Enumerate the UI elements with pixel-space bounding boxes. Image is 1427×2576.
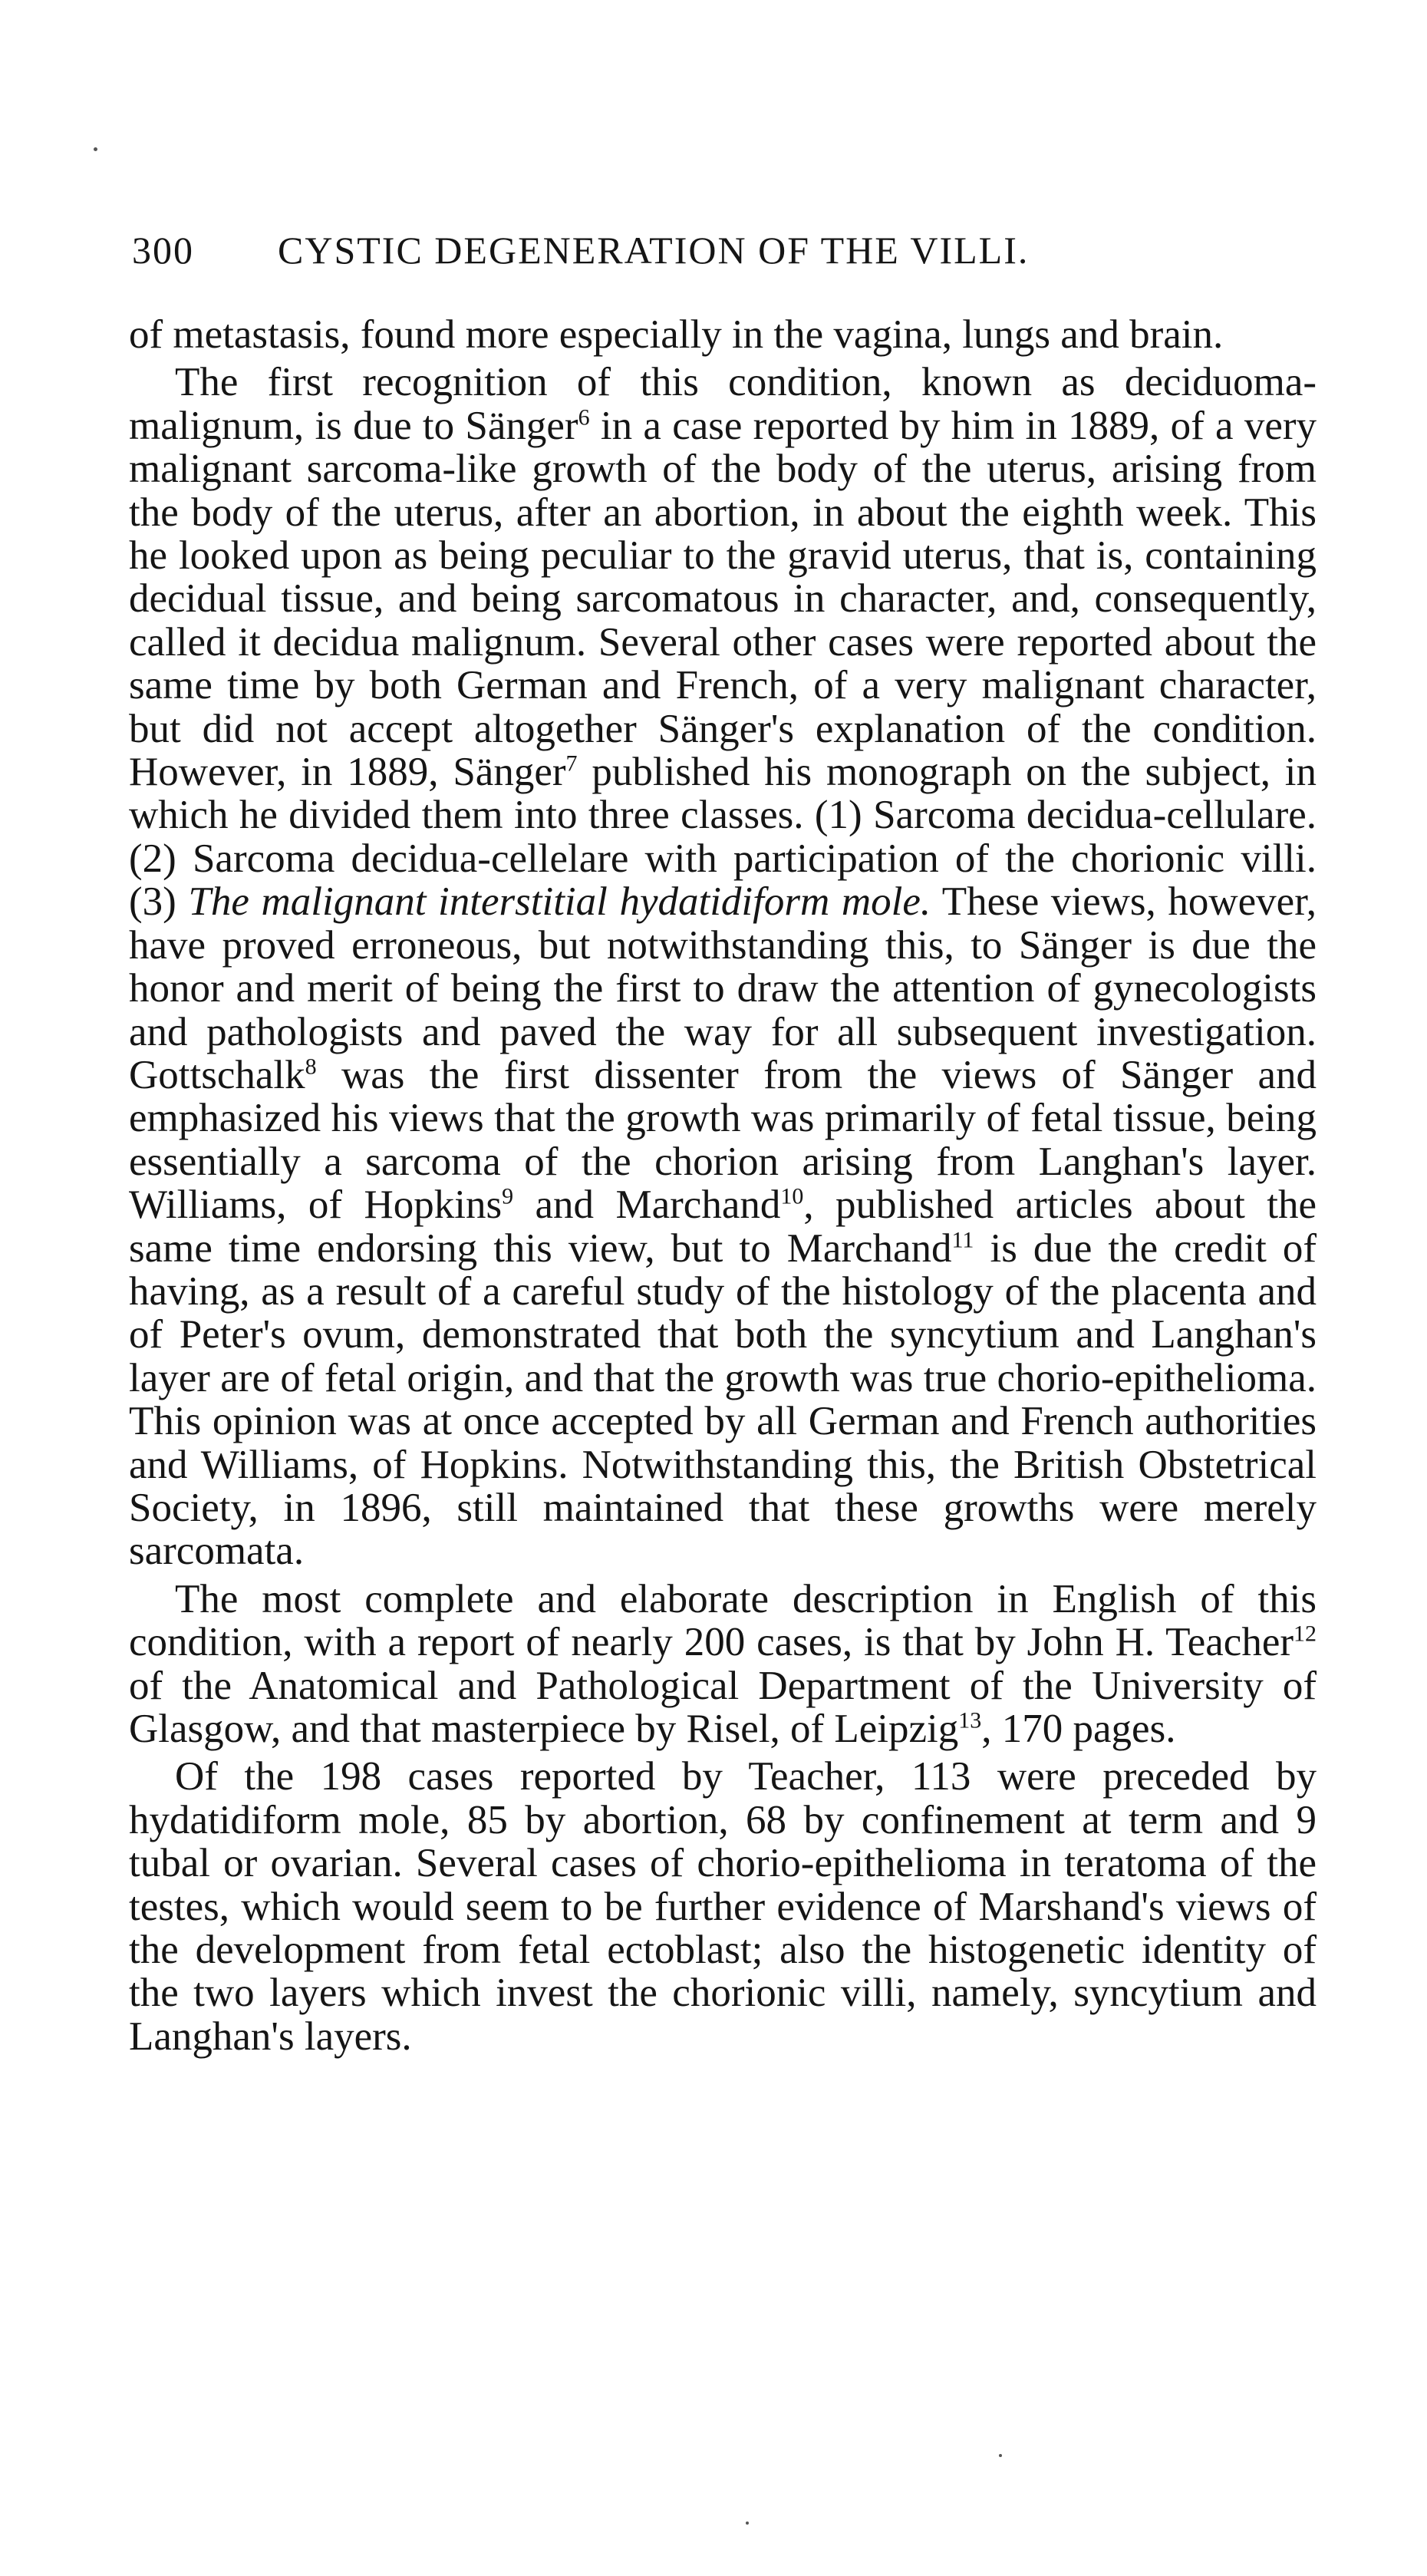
paragraph-4 bbox=[129, 1755, 1317, 2058]
paragraph-3-text-a: The most complete and elaborate description in English of this condition, with a report of nearly 200 cases, is that by John H. Teacher bbox=[129, 1576, 1317, 1665]
paragraph-3-text-b: of the Anatomical and Pathological Department of the University of Glasgow, and that masterpiece by Risel, of Leipzig bbox=[129, 1663, 1317, 1751]
footnote-marker: 9 bbox=[502, 1183, 514, 1209]
paragraph-2-text-d: These views, however, have proved erroneous, but notwithstanding this, to Sänger is due the honor and merit of being the first to draw the attention of gynecologists and pathologists and paved the way for all subsequent investigation. Gottschalk bbox=[129, 879, 1317, 1097]
scan-speck-top bbox=[94, 147, 97, 151]
paragraph-2-text-a: The first recognition of this condition, known as deciduoma-malignum, is due to Sänger bbox=[129, 360, 1317, 448]
paragraph-3 bbox=[129, 1578, 1317, 1751]
paragraph-2-text-f: and Marchand bbox=[513, 1182, 781, 1228]
footnote-marker: 7 bbox=[565, 750, 578, 777]
paragraph-2-text-b: in a case reported by him in 1889, of a very malignant sarcoma-like growth of the body of the uterus, arising from the body of the uterus, after an abortion, in about the eighth week. This he looked upon as being peculiar to the gravid uterus, that is, containing decidual tissue, and being sarcomatous in character, and, consequently, called it decidua malignum. Several other cases were reported about the same time by both German and French, of a very malignant character, but did not accept altogether Sänger's explanation of the condition. However, in 1889, Sänger bbox=[129, 403, 1317, 795]
footnote-marker: 8 bbox=[305, 1054, 317, 1080]
footnote-marker: 10 bbox=[780, 1183, 804, 1209]
page-number: 300 bbox=[132, 229, 194, 272]
paragraph-2-text-g: , published articles about the same time endorsing this view, but to Marchand bbox=[129, 1182, 1317, 1271]
paragraph-2-text-c: published his monograph on the subject, in which he divided them into three classes. (1) Sarcoma decidua-cellulare. (2) Sarcoma decidua-cellelare with participation of the chorionic villi. (3) bbox=[129, 750, 1317, 925]
paragraph-1 bbox=[129, 313, 1317, 356]
body-text bbox=[129, 313, 1317, 2058]
paragraph-3-text-c: , 170 pages. bbox=[981, 1707, 1176, 1751]
scan-speck-bottom-2 bbox=[746, 2522, 749, 2525]
scan-speck-bottom-1 bbox=[999, 2454, 1002, 2457]
paragraph-4-text: Of the 198 cases reported by Teacher, 113 were preceded by hydatidiform mole, 85 by abortion, 68 by confinement at term and 9 tubal or ovarian. Several cases of chorio-epithelioma in teratoma of the testes, which would seem to be further evidence of Marshand's views of the development from fetal ectoblast; also the histogenetic identity of the two layers which invest the chorionic villi, namely, syncytium and Langhan's layers. bbox=[129, 1754, 1317, 2059]
page-header bbox=[132, 227, 1206, 273]
footnote-marker: 12 bbox=[1294, 1621, 1317, 1647]
running-title: CYSTIC DEGENERATION OF THE VILLI. bbox=[278, 229, 1030, 272]
footnote-marker: 6 bbox=[578, 404, 590, 430]
footnote-marker: 11 bbox=[951, 1226, 974, 1252]
paragraph-2-text-h: is due the credit of having, as a result of a careful study of the histology of the placenta and of Peter's ovum, demonstrated that both the syncytium and Langhan's layer are of fetal origin, and that the growth was true chorio-epithelioma. This opinion was at once accepted by all German and French authorities and Williams, of Hopkins. Notwithstanding this, the British Obstetrical Society, in 1896, still maintained that these growths were merely sarcomata. bbox=[129, 1225, 1317, 1574]
paragraph-1-text: of metastasis, found more especially in the vagina, lungs and brain. bbox=[129, 312, 1224, 357]
paragraph-2-italic: The malignant interstitial hydatidiform mole. bbox=[188, 879, 931, 925]
paragraph-2-text-e: was the first dissenter from the views of Sänger and emphasized his views that the growth was primarily of fetal tissue, being essentially a sarcoma of the chorion arising from Langhan's layer. Williams, of Hopkins bbox=[129, 1052, 1317, 1228]
footnote-marker: 13 bbox=[958, 1707, 982, 1733]
paragraph-2 bbox=[129, 361, 1317, 1572]
